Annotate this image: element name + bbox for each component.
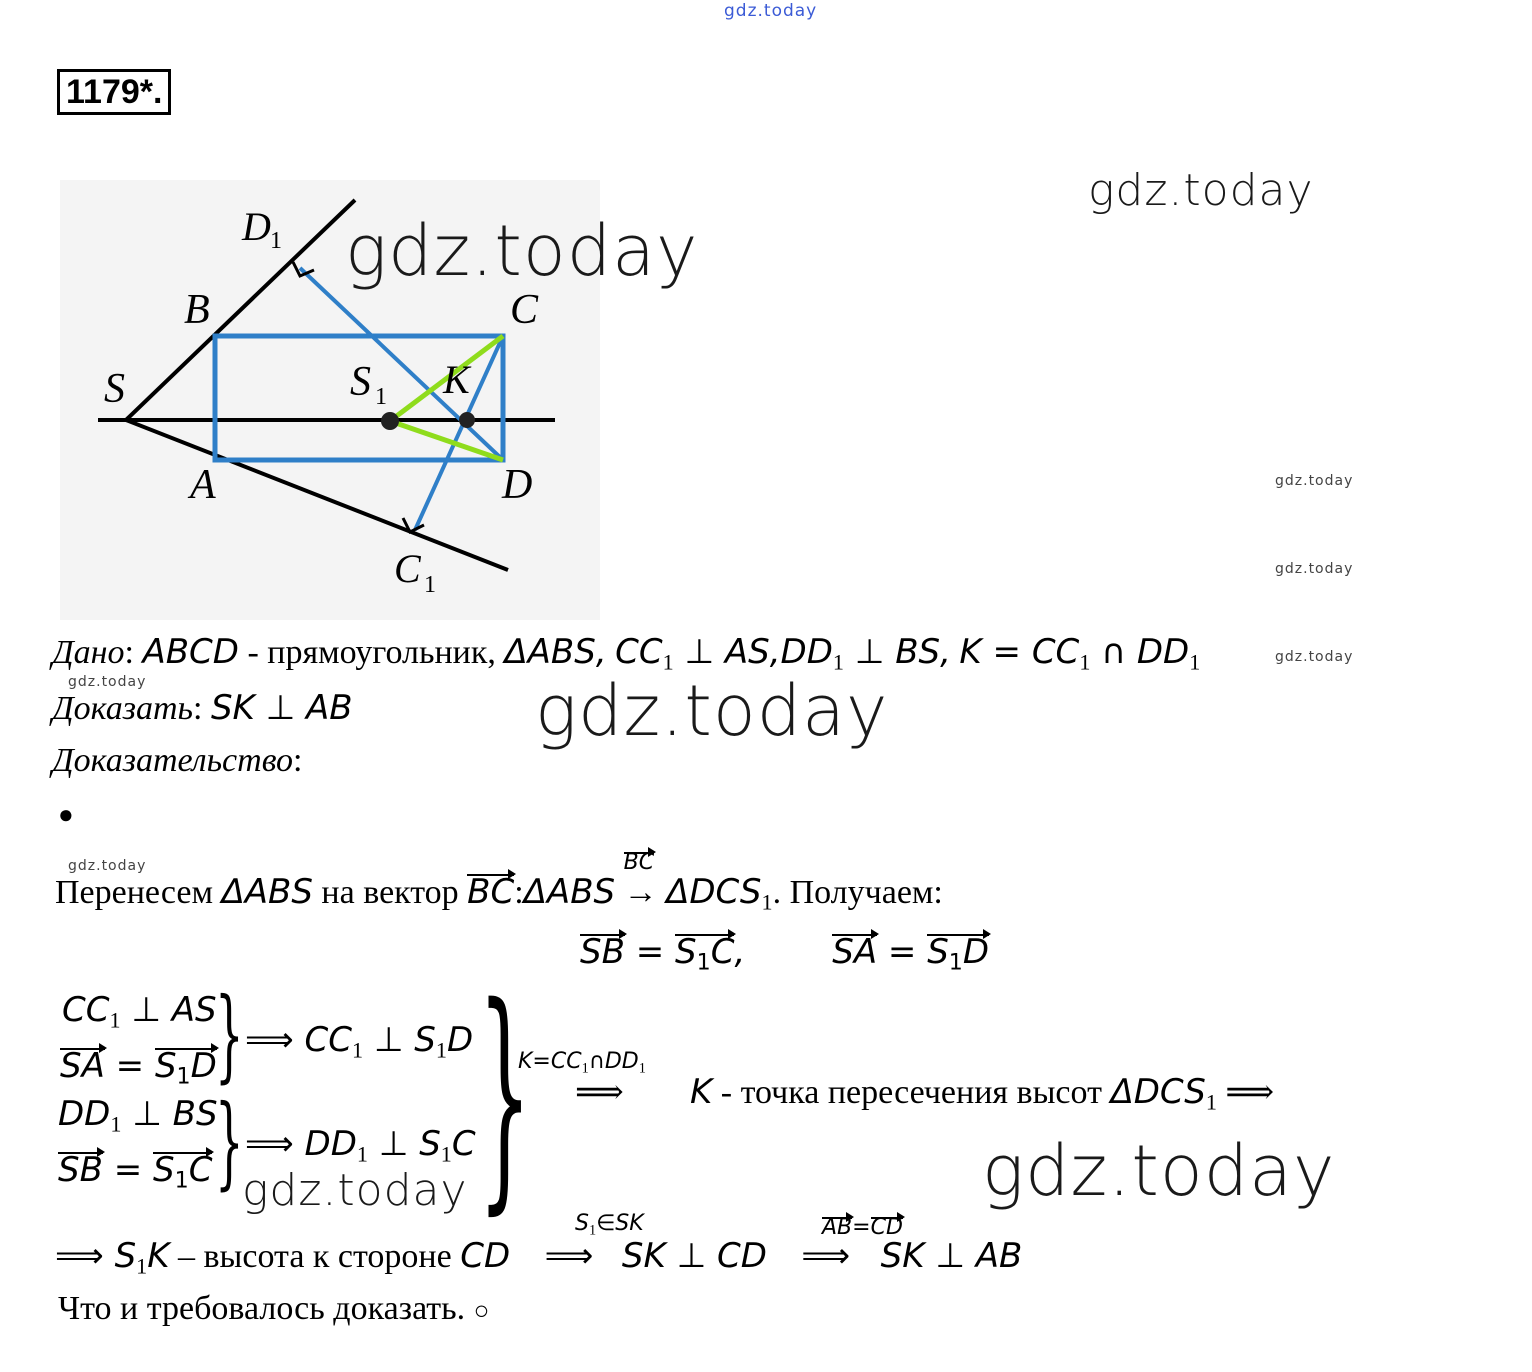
sys-r2b-end: D — [190, 1046, 217, 1086]
prove-text: SK ⊥ AB — [210, 688, 353, 728]
sys-c1-mid: ⊥ S — [363, 1020, 436, 1060]
system-arrow: ⟹ — [575, 1074, 624, 1111]
brace-2: } — [215, 1083, 244, 1200]
point-k — [459, 412, 475, 428]
label-s1: S — [350, 359, 371, 405]
translate-tri2: ΔABS — [523, 872, 616, 912]
translate-tri1: ΔABS — [221, 872, 313, 912]
sys-r3-sub: 1 — [110, 1111, 122, 1137]
given-rect-word: - прямоугольник, — [238, 634, 505, 671]
given-line: Дано: ABCD - прямоугольник, ΔABS, $CC_1$ ⊥ $AS,DD_1$ ⊥ BS, $K = CC_1$ ∩ $DD_1$ — [52, 632, 1201, 675]
watermark-small-1: gdz.today — [1275, 473, 1354, 489]
sys-above-sub2: 1 — [638, 1060, 646, 1077]
sys-r2eq: = — [104, 1046, 155, 1086]
label-d: D — [502, 462, 533, 508]
watermark-small-5: gdz.today — [68, 858, 147, 874]
system-row-1 — [62, 990, 217, 1034]
eq-s1d — [927, 932, 989, 976]
concl-above2a: AB — [822, 1215, 853, 1240]
translate-vec: BC — [467, 872, 515, 912]
sys-above: K=CC — [518, 1049, 582, 1074]
label-s: S — [104, 366, 125, 412]
given-cap-sub: 1 — [1189, 649, 1201, 675]
sys-r4b-sub: 1 — [174, 1167, 189, 1194]
sys-r2b — [155, 1046, 217, 1090]
bullet: ● — [58, 800, 74, 829]
translate-pre: Перенесем — [55, 874, 222, 911]
given-cc: CC — [615, 632, 663, 672]
system-conclusion-2 — [245, 1124, 476, 1168]
given-cc-sub: 1 — [662, 649, 674, 675]
given-k: K = CC — [959, 632, 1080, 672]
sys-c2: ⟹ DD — [245, 1124, 357, 1164]
translate-arrow-group — [623, 850, 658, 912]
label-b: B — [184, 287, 210, 333]
proof-label: Доказательство — [52, 742, 294, 779]
eq-sa: SA — [832, 932, 878, 972]
given-k-sub: 1 — [1079, 649, 1091, 675]
translate-mid: на вектор — [312, 874, 468, 911]
sys-r2b-s: S — [154, 1046, 177, 1086]
sys-r1-sub: 1 — [109, 1007, 121, 1033]
sys-r1: CC — [62, 990, 110, 1030]
sys-c2-sub2: 1 — [440, 1141, 452, 1167]
label-c1-sub: 1 — [424, 572, 436, 598]
system-row-4 — [58, 1150, 212, 1194]
sys-r3: DD — [58, 1094, 111, 1134]
sys-c1: ⟹ CC — [245, 1020, 353, 1060]
sys-result-arrow: ⟹ — [1216, 1074, 1275, 1111]
watermark-small-4: gdz.today — [68, 674, 147, 690]
given-cap: ∩ DD — [1090, 632, 1190, 672]
system-row-2 — [60, 1046, 217, 1090]
concl-text: – высота к стороне — [169, 1238, 461, 1275]
eq-s1d-s: S — [927, 932, 949, 972]
sys-r3-end: ⊥ BS — [121, 1094, 218, 1134]
watermark-right: gdz.today — [1088, 165, 1314, 216]
concl-s1k-end: K — [147, 1236, 170, 1276]
concl-arrow2: ⟹ — [544, 1236, 594, 1276]
label-c: C — [510, 287, 539, 333]
eq-s1c-s: S — [675, 932, 697, 972]
label-d1-sub: 1 — [270, 228, 282, 254]
proof-line: Доказательство: — [52, 742, 303, 779]
concl-above2b: CD — [870, 1215, 903, 1240]
sys-r2a: SA — [60, 1046, 105, 1086]
translate-arrow: → — [623, 874, 658, 911]
sys-result-text: - точка пересечения высот — [712, 1074, 1111, 1111]
sys-r4b — [153, 1150, 212, 1194]
watermark-figure: gdz.today — [345, 210, 699, 292]
point-s1 — [381, 412, 399, 430]
watermark-bottom: gdz.today — [982, 1130, 1336, 1212]
qed-text: Что и требовалось доказать. — [58, 1290, 466, 1327]
problem-number: 1179*. — [57, 69, 171, 115]
eq-s1c-sub: 1 — [696, 949, 711, 976]
translate-tri3: ΔDCS — [666, 872, 762, 912]
sys-result-tri: ΔDCS — [1110, 1072, 1206, 1112]
label-k: K — [443, 357, 470, 402]
concl-above1-end: ∈SK — [596, 1211, 644, 1236]
brace-1: } — [215, 976, 244, 1093]
concl-above1: S — [575, 1211, 589, 1236]
sys-r4b-end: C — [188, 1150, 213, 1190]
sys-r4a: SB — [58, 1150, 103, 1190]
watermark-top: gdz.today — [724, 1, 818, 21]
concl-above1-sub: 1 — [588, 1222, 597, 1239]
label-s1-sub: 1 — [375, 384, 387, 410]
translate-arrow-label: BC — [623, 850, 655, 875]
sys-c2-end: C — [451, 1124, 476, 1164]
sys-above-sub: 1 — [581, 1060, 589, 1077]
sys-r1-end: ⊥ AS — [120, 990, 217, 1030]
sys-result-k: K — [690, 1072, 713, 1112]
given-dd-sub: 1 — [832, 649, 844, 675]
sys-r4eq: = — [102, 1150, 154, 1190]
translate-post: . Получаем: — [772, 874, 943, 911]
equalities-line — [580, 932, 989, 976]
given-rect: ABCD — [142, 632, 239, 672]
system-conclusion-1 — [245, 1020, 473, 1064]
concl-skab: SK ⊥ AB — [880, 1236, 1023, 1276]
eq-s1c-end: C — [710, 932, 735, 972]
given-perp1: ⊥ AS, — [673, 632, 781, 672]
system-row-3 — [58, 1094, 218, 1138]
concl-arrow1: ⟹ — [55, 1236, 115, 1276]
sys-r4b-s: S — [153, 1150, 175, 1190]
sys-c2-mid: ⊥ S — [367, 1124, 441, 1164]
concl-above2eq: = — [852, 1215, 871, 1240]
conclusion-above-1 — [575, 1210, 644, 1239]
eq-1: = — [624, 932, 676, 972]
watermark-given: gdz.today — [535, 670, 889, 752]
sys-result-sub: 1 — [1205, 1089, 1217, 1115]
sys-c1-end: D — [446, 1020, 474, 1060]
qed-symbol: ○ — [473, 1296, 490, 1325]
given-dd: DD — [780, 632, 833, 672]
label-d1: D — [242, 204, 271, 249]
brace-big: } — [478, 955, 532, 1235]
given-perp2: ⊥ BS, — [843, 632, 951, 672]
label-a: A — [190, 462, 216, 508]
label-c1: C — [394, 546, 421, 591]
concl-s1k-sub: 1 — [136, 1253, 148, 1279]
eq-comma: , — [734, 932, 746, 972]
conclusion-line — [55, 1236, 1022, 1280]
translate-colon: : — [514, 874, 524, 911]
sys-c1-sub: 1 — [352, 1037, 364, 1063]
translate-sub: 1 — [761, 889, 773, 915]
sys-c1-sub2: 1 — [435, 1037, 447, 1063]
system-result — [690, 1072, 1274, 1116]
sys-r2b-sub: 1 — [176, 1063, 191, 1090]
watermark-small-3: gdz.today — [1275, 649, 1354, 665]
concl-cd: CD — [460, 1236, 511, 1276]
prove-line: Доказать: SK ⊥ AB — [52, 688, 353, 728]
sys-c2-sub: 1 — [356, 1141, 368, 1167]
watermark-small-2: gdz.today — [1275, 561, 1354, 577]
concl-skcd: SK ⊥ CD — [621, 1236, 767, 1276]
prove-label: Доказать — [52, 690, 193, 727]
eq-2: = — [877, 932, 928, 972]
eq-s1d-sub: 1 — [948, 949, 963, 976]
eq-s1c — [675, 932, 734, 976]
eq-sb: SB — [580, 932, 625, 972]
sys-above-cap: ∩DD — [588, 1049, 639, 1074]
concl-s1k: S — [114, 1236, 137, 1276]
qed-line — [58, 1290, 489, 1328]
given-label: Дано — [52, 634, 125, 671]
given-tri: ΔABS, — [504, 632, 607, 672]
eq-s1d-end: D — [962, 932, 990, 972]
concl-arrow3: ⟹ — [801, 1236, 851, 1276]
watermark-system: gdz.today — [242, 1165, 468, 1216]
